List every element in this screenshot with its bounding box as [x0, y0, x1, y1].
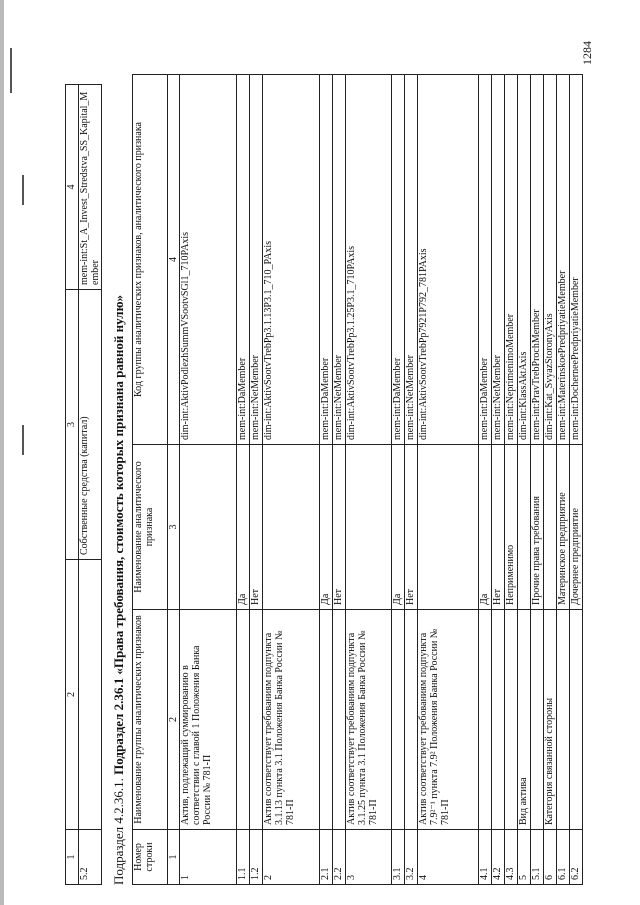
group-name: Вид актива [518, 610, 531, 830]
group-name: Актив соответствует требованиям подпункта 3.1.25 пункта 3.1 Положения Банка России № 781-П [346, 610, 392, 830]
group-name [250, 610, 263, 830]
table-cell: 4 [66, 85, 79, 290]
group-name [405, 610, 418, 830]
row-number: 6.2 [570, 830, 583, 885]
attribute-name: Собственные средства (капитал) [79, 290, 102, 560]
group-name [79, 560, 102, 830]
attribute-code: dim-int:AktivSootvTrebPp3.1.13P3.1_710_PAxis [263, 75, 320, 445]
attribute-name: Неприменимо [505, 445, 518, 610]
attribute-name [544, 445, 557, 610]
table-row [544, 75, 557, 885]
attribute-code: mem-int:NetMember [333, 75, 346, 445]
attribute-name [346, 445, 392, 610]
attribute-name [518, 445, 531, 610]
table-row [79, 85, 102, 885]
attribute-name [180, 445, 237, 610]
section-heading [111, 75, 127, 885]
row-number: 6 [544, 830, 557, 885]
analytic-attributes-table [132, 74, 583, 885]
row-number: 1.2 [250, 830, 263, 885]
group-name [570, 610, 583, 830]
group-name [392, 610, 405, 830]
table-row [392, 75, 405, 885]
table-cell: 1 [66, 830, 79, 885]
table-row [418, 75, 479, 885]
scan-artifact [22, 425, 24, 455]
table-row [479, 75, 492, 885]
row-number: 2.2 [333, 830, 346, 885]
table-row [263, 75, 320, 885]
attribute-code: mem-int:PravTrebProchMember [531, 75, 544, 445]
scan-artifact [22, 175, 24, 205]
table-row [492, 75, 505, 885]
table-row [237, 75, 250, 885]
continuation-table [65, 84, 102, 885]
header-group-name: Наименование группы аналитических признаков [133, 610, 168, 830]
group-name [557, 610, 570, 830]
table-cell: 3 [66, 290, 79, 560]
table-row [531, 75, 544, 885]
attribute-code: dim-int:AktivPodlezhSummVSootvSGl1_710PAxis [180, 75, 237, 445]
attribute-code: mem-int:DaMember [392, 75, 405, 445]
attribute-name: Да [237, 445, 250, 610]
attribute-name [418, 445, 479, 610]
attribute-name: Да [392, 445, 405, 610]
attribute-name: Дочернее предприятие [570, 445, 583, 610]
attribute-code: mem-int:DaMember [479, 75, 492, 445]
heading-prefix: Подраздел 4.2.36.1. [111, 774, 126, 885]
table-header-row [66, 85, 79, 885]
attribute-code: mem-int:DaMember [320, 75, 333, 445]
row-number: 4.2 [492, 830, 505, 885]
table-row [557, 75, 570, 885]
column-number: 1 [168, 830, 180, 885]
row-number: 6.1 [557, 830, 570, 885]
group-name: Категория связанной стороны [544, 610, 557, 830]
scan-edge [0, 0, 4, 905]
group-name: Актив, подлежащий суммированию в соответствии с главой 1 Положения Банка России № 781-П [180, 610, 237, 830]
header-row-number: Номер строки [133, 830, 168, 885]
row-number: 1.1 [237, 830, 250, 885]
row-number: 1 [180, 830, 237, 885]
row-number: 4.1 [479, 830, 492, 885]
document-page [55, 35, 595, 885]
attribute-name: Да [320, 445, 333, 610]
attribute-code: mem-int:MaterinskoePredpriyatieMember [557, 75, 570, 445]
column-number: 3 [168, 445, 180, 610]
group-name [531, 610, 544, 830]
group-name [479, 610, 492, 830]
header-attribute-name: Наименование аналитического признака [133, 445, 168, 610]
row-number: 4.3 [505, 830, 518, 885]
row-number: 5.1 [531, 830, 544, 885]
attribute-code: mem-int:NetMember [250, 75, 263, 445]
row-number: 5 [518, 830, 531, 885]
attribute-name: Нет [492, 445, 505, 610]
attribute-name: Материнское предприятие [557, 445, 570, 610]
heading-title: Подраздел 2.36.1 «Права требования, стоимость которых признана равной нулю» [111, 294, 126, 775]
row-number: 3.1 [392, 830, 405, 885]
attribute-name: Нет [405, 445, 418, 610]
table-row [333, 75, 346, 885]
row-number: 3 [346, 830, 392, 885]
table-row [346, 75, 392, 885]
row-number: 5.2 [79, 830, 102, 885]
attribute-code: mem-int:NeprimenimoMember [505, 75, 518, 445]
table-row [570, 75, 583, 885]
column-number: 4 [168, 75, 180, 445]
page-number: 1284 [580, 41, 594, 65]
attribute-name [263, 445, 320, 610]
attribute-code: mem-int:DocherneePredpriyatieMember [570, 75, 583, 445]
attribute-code: mem-int:DaMember [237, 75, 250, 445]
attribute-code: dim-int:AktivSootvTrebPp3.1.25P3.1_710PAxis [346, 75, 392, 445]
table-row [518, 75, 531, 885]
table-row [250, 75, 263, 885]
row-number: 2 [263, 830, 320, 885]
attribute-code: dim-int:AktivSootvTrebPp7921P792_781PAxis [418, 75, 479, 445]
attribute-code: mem-int:St_A_Invest_Stredstva_SS_Kapital_Member [79, 85, 102, 290]
column-number: 2 [168, 610, 180, 830]
table-row [405, 75, 418, 885]
header-code: Код группы аналитических признаков, аналитического признака [133, 75, 168, 445]
table-row [180, 75, 237, 885]
attribute-code: dim-int:KlassAktAxis [518, 75, 531, 445]
group-name [492, 610, 505, 830]
row-number: 4 [418, 830, 479, 885]
row-number: 3.2 [405, 830, 418, 885]
group-name [320, 610, 333, 830]
group-name [333, 610, 346, 830]
attribute-name: Прочие права требования [531, 445, 544, 610]
attribute-name: Да [479, 445, 492, 610]
group-name: Актив соответствует требованиям подпункта 7.9²⁻¹ пункта 7.9² Положения Банка России № 781-П [418, 610, 479, 830]
group-name: Актив соответствует требованиям подпункта 3.1.13 пункта 3.1 Положения Банка России № 781-П [263, 610, 320, 830]
attribute-code: mem-int:NetMember [405, 75, 418, 445]
attribute-name: Нет [333, 445, 346, 610]
attribute-code: dim-int:Kat_SvyazStoronyAxis [544, 75, 557, 445]
attribute-code: mem-int:NetMember [492, 75, 505, 445]
row-number: 2.1 [320, 830, 333, 885]
scan-artifact [10, 48, 12, 93]
group-name [237, 610, 250, 830]
table-header-row [133, 75, 168, 885]
attribute-name: Нет [250, 445, 263, 610]
group-name [505, 610, 518, 830]
table-cell: 2 [66, 560, 79, 830]
table-row [505, 75, 518, 885]
column-number-row [168, 75, 180, 885]
table-row [320, 75, 333, 885]
